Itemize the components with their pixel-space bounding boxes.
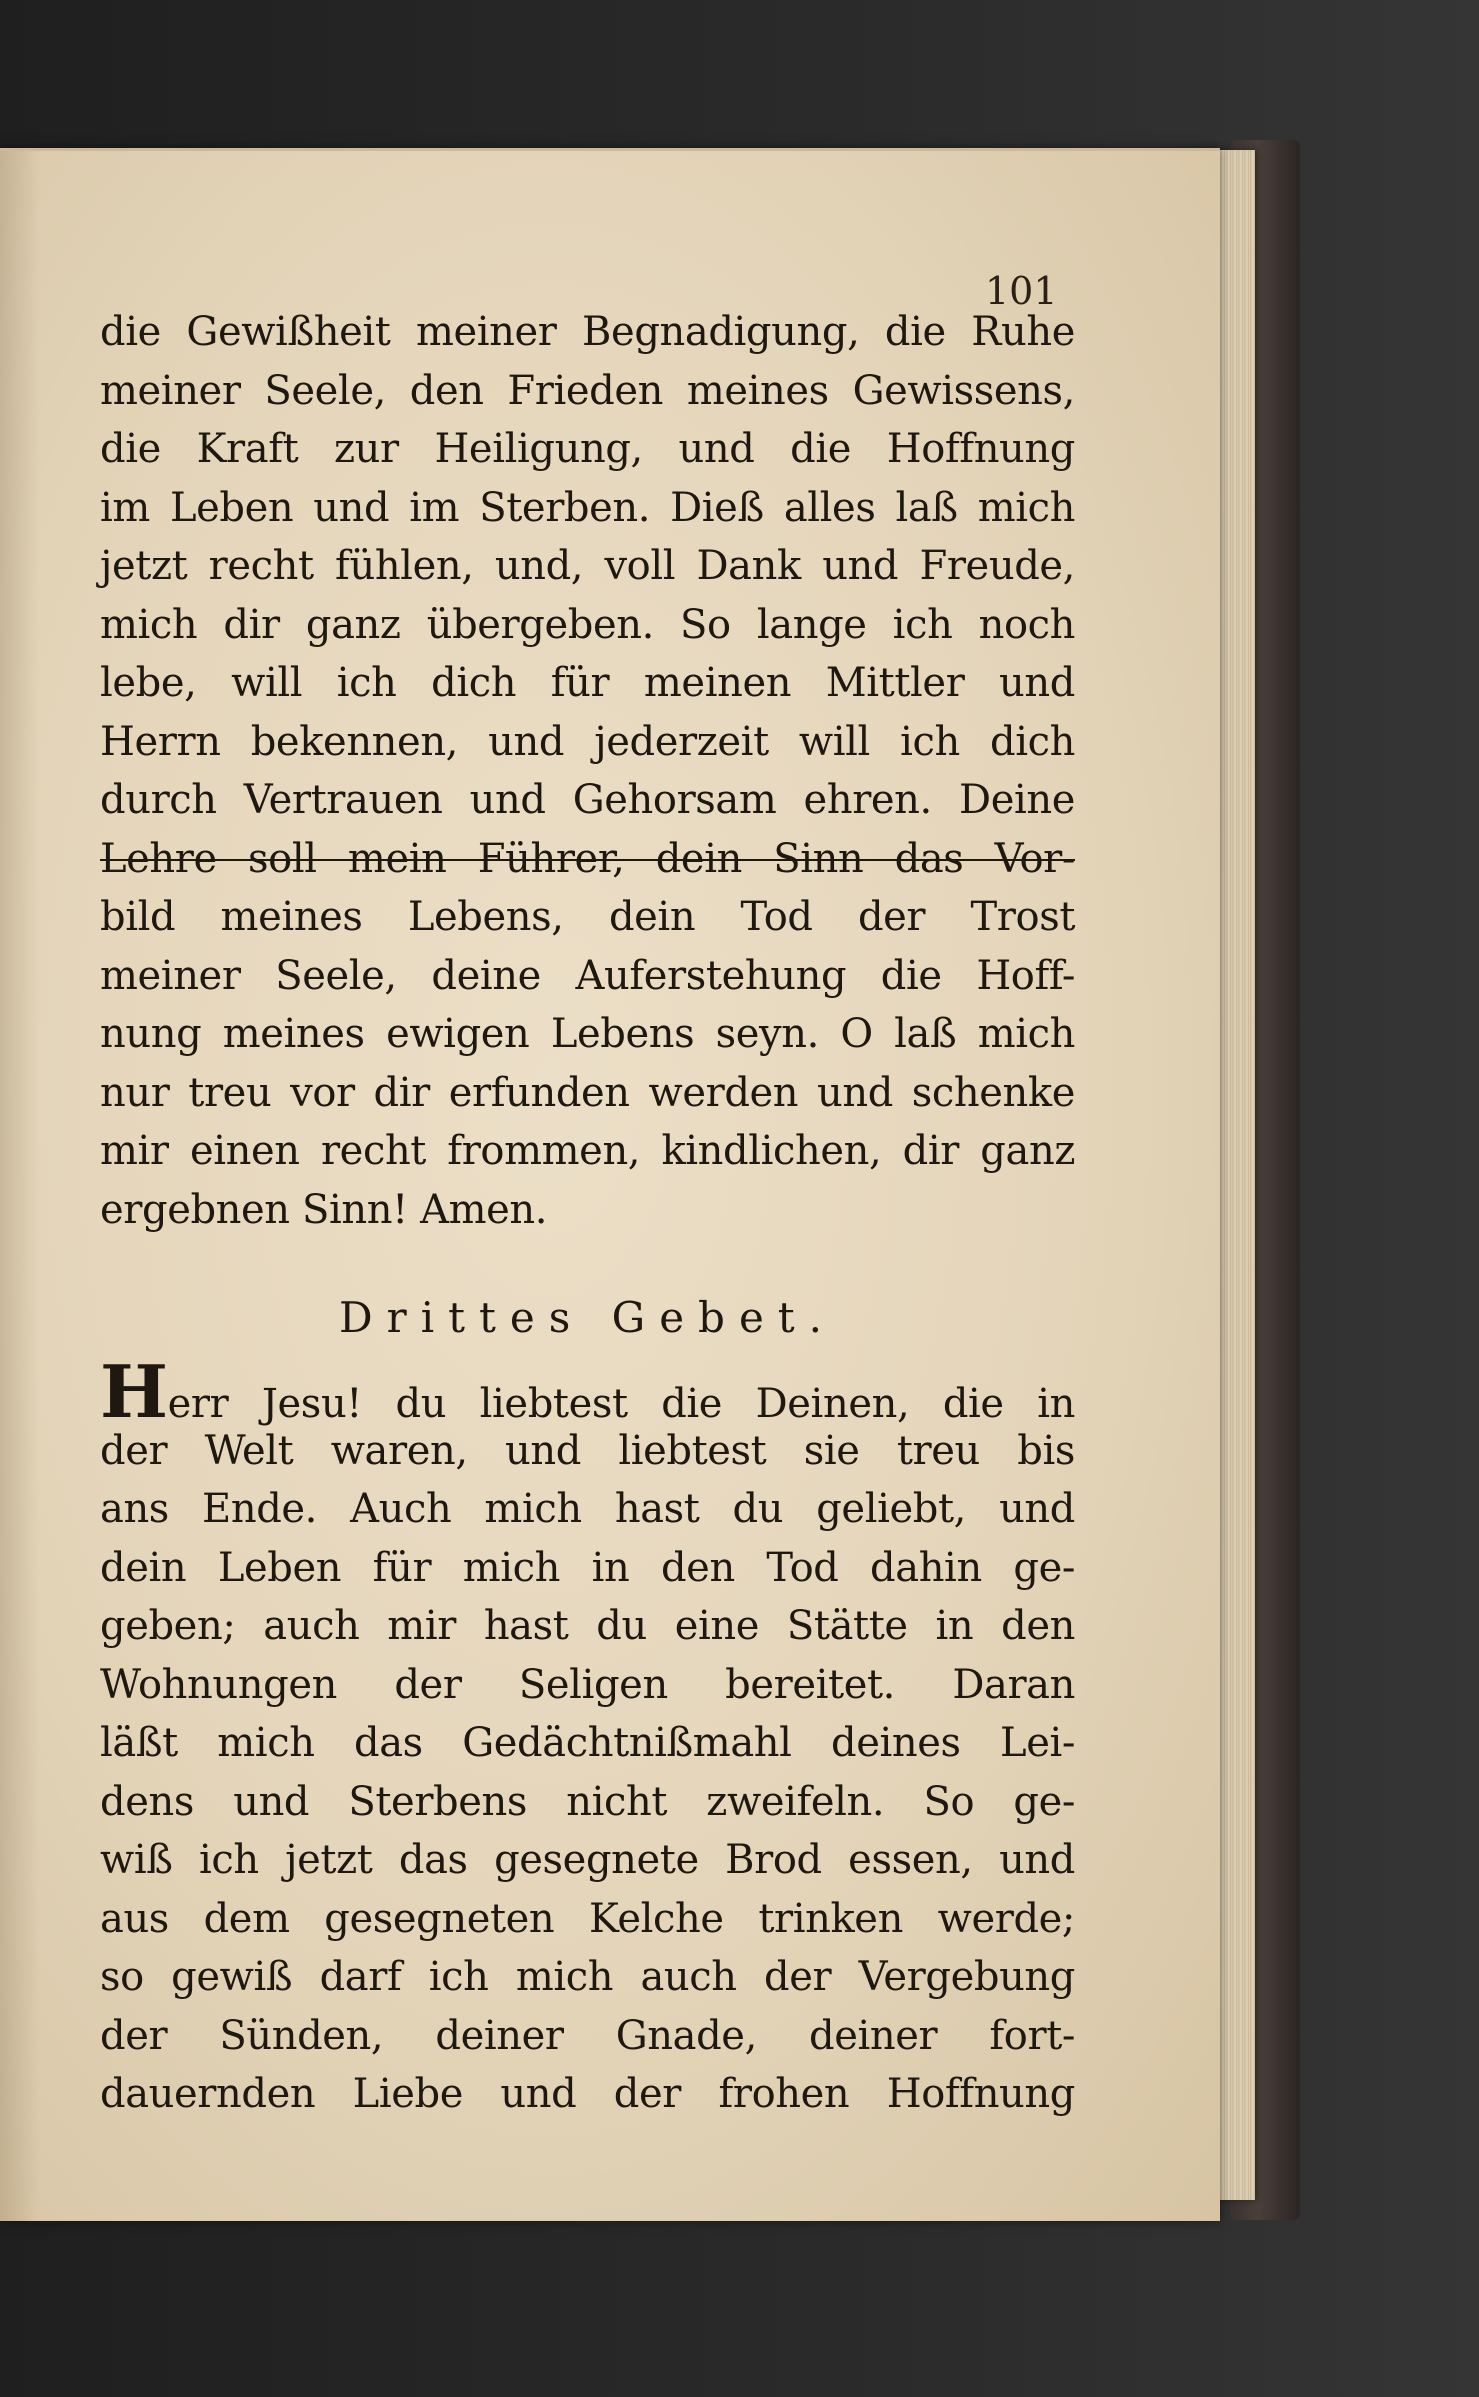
section-heading: Drittes Gebet. [338, 1293, 837, 1342]
drop-cap: H [100, 1349, 168, 1434]
text-line: nung meines ewigen Lebens seyn. O laß mich [100, 1011, 1075, 1057]
text-line: aus dem gesegneten Kelche trinken werde; [100, 1895, 1075, 1942]
text-line: dens und Sterbens nicht zweifeln. So ge- [100, 1778, 1075, 1825]
text-line: dauernden Liebe und der frohen Hoffnung [100, 2071, 1075, 2117]
text-line-first [100, 1349, 1075, 1434]
text-line: lebe, will ich dich für meinen Mittler und [100, 660, 1075, 706]
prayer-three-text [100, 1349, 1075, 2124]
page-number: 101 [985, 269, 1058, 313]
text-line: mir einen recht frommen, kindlichen, dir ganz [100, 1128, 1075, 1174]
text-line: jetzt recht fühlen, und, voll Dank und Freude, [100, 543, 1075, 589]
text-line: läßt mich das Gedächtnißmahl deines Lei- [100, 1720, 1075, 1766]
text-line: meiner Seele, den Frieden meines Gewissens, [100, 367, 1075, 414]
text-line: geben; auch mir hast du eine Stätte in den [100, 1603, 1075, 1649]
text-line: dein Leben für mich in den Tod dahin ge- [100, 1544, 1075, 1591]
text-line: wiß ich jetzt das gesegnete Brod essen, und [100, 1837, 1075, 1883]
text-line: ergebnen Sinn! Amen. [100, 1186, 548, 1233]
text-line-rest: err Jesu! du liebtest die Deinen, die in [167, 1381, 1075, 1427]
text-line: die Kraft zur Heiligung, und die Hoffnung [100, 426, 1075, 472]
text-line: mich dir ganz übergeben. So lange ich noch [100, 601, 1075, 648]
text-line: Wohnungen der Seligen bereitet. Daran [100, 1661, 1075, 1708]
text-line: bild meines Lebens, dein Tod der Trost [100, 894, 1075, 940]
book-page [0, 148, 1220, 2221]
text-line: ans Ende. Auch mich hast du geliebt, und [100, 1486, 1075, 1532]
text-line: im Leben und im Sterben. Dieß alles laß mich [100, 484, 1075, 531]
text-line: so gewiß darf ich mich auch der Vergebung [100, 1954, 1075, 2000]
text-line-struck: Lehre soll mein Führer, dein Sinn das Vor- [100, 835, 1075, 882]
text-line: durch Vertrauen und Gehorsam ehren. Deine [100, 777, 1075, 823]
text-line: der Sünden, deiner Gnade, deiner fort- [100, 2012, 1075, 2059]
text-line: Herrn bekennen, und jederzeit will ich dich [100, 718, 1075, 765]
text-line: nur treu vor dir erfunden werden und schenke [100, 1069, 1075, 1116]
text-line: meiner Seele, deine Auferstehung die Hoff- [100, 952, 1075, 999]
prayer-continued-text [100, 303, 1075, 1239]
text-line: die Gewißheit meiner Begnadigung, die Ruhe [100, 309, 1075, 355]
text-line: der Welt waren, und liebtest sie treu bis [100, 1427, 1075, 1474]
